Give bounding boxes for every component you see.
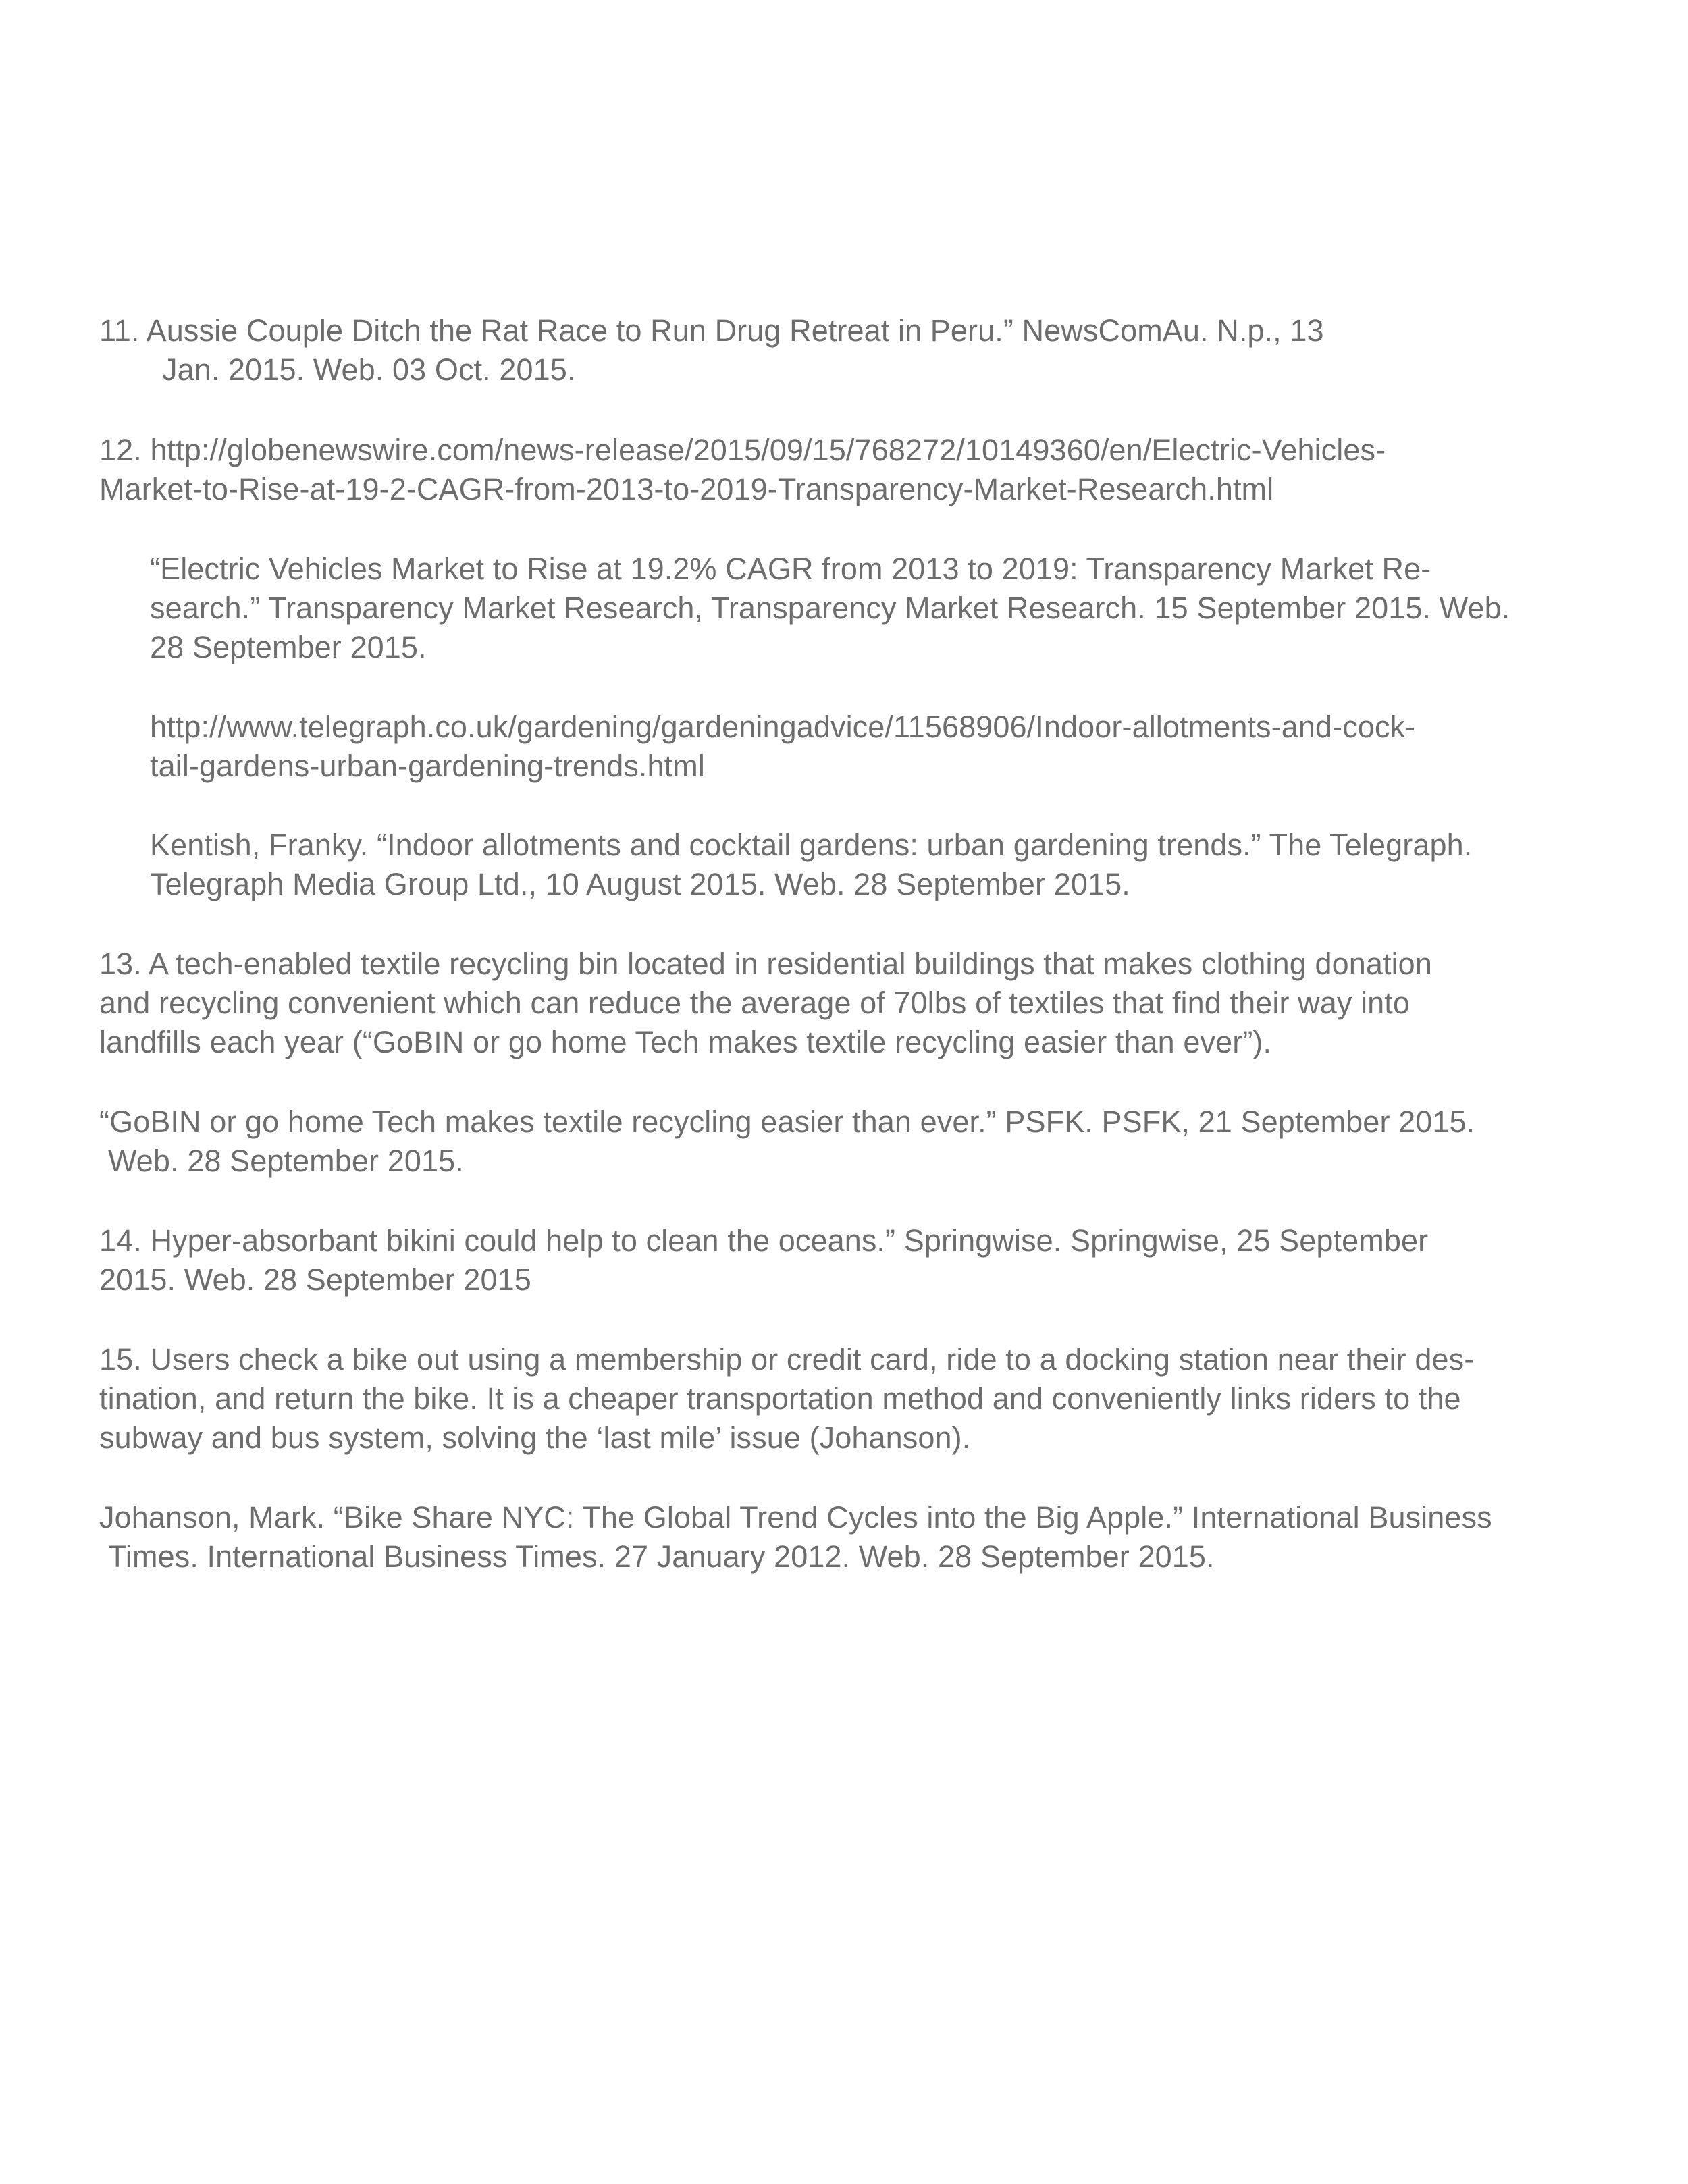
reference-line: Times. International Business Times. 27 January 2012. Web. 28 September 2015. xyxy=(108,1539,1215,1574)
reference-line: 12. http://globenewswire.com/news-release/2015/09/15/768272/10149360/en/Electric-Vehicles- xyxy=(99,433,1386,467)
reference-line: Johanson, Mark. “Bike Share NYC: The Global Trend Cycles into the Big Apple.” International Business xyxy=(99,1500,1492,1535)
reference-line: Jan. 2015. Web. 03 Oct. 2015. xyxy=(162,352,576,387)
reference-line: 28 September 2015. xyxy=(150,630,427,664)
reference-line: Telegraph Media Group Ltd., 10 August 2015. Web. 28 September 2015. xyxy=(150,867,1130,901)
reference-line: “GoBIN or go home Tech makes textile recycling easier than ever.” PSFK. PSFK, 21 September 2015. xyxy=(99,1104,1475,1139)
reference-line: 15. Users check a bike out using a membership or credit card, ride to a docking station near their des- xyxy=(99,1342,1475,1377)
reference-line: Kentish, Franky. “Indoor allotments and cocktail gardens: urban gardening trends.” The Telegraph. xyxy=(150,828,1473,862)
reference-line: Market-to-Rise-at-19-2-CAGR-from-2013-to-2019-Transparency-Market-Research.html xyxy=(99,472,1274,506)
reference-line: subway and bus system, solving the ‘last mile’ issue (Johanson). xyxy=(99,1420,971,1455)
reference-line: 2015. Web. 28 September 2015 xyxy=(99,1262,531,1297)
reference-line: 13. A tech-enabled textile recycling bin located in residential buildings that makes clothing donation xyxy=(99,947,1432,981)
reference-line: “Electric Vehicles Market to Rise at 19.2% CAGR from 2013 to 2019: Transparency Market Re- xyxy=(150,552,1431,586)
reference-line: Web. 28 September 2015. xyxy=(108,1144,464,1178)
reference-line: 11. Aussie Couple Ditch the Rat Race to Run Drug Retreat in Peru.” NewsComAu. N.p., 13 xyxy=(99,313,1324,348)
reference-line: 14. Hyper-absorbant bikini could help to clean the oceans.” Springwise. Springwise, 25 September xyxy=(99,1223,1429,1258)
reference-line: and recycling convenient which can reduce the average of 70lbs of textiles that find their way into xyxy=(99,986,1410,1020)
reference-line: search.” Transparency Market Research, Transparency Market Research. 15 September 2015. Web. xyxy=(150,591,1510,625)
reference-line: tail-gardens-urban-gardening-trends.html xyxy=(150,749,705,783)
reference-line: tination, and return the bike. It is a cheaper transportation method and conveniently links riders to the xyxy=(99,1381,1461,1416)
reference-line: http://www.telegraph.co.uk/gardening/gardeningadvice/11568906/Indoor-allotments-and-cock- xyxy=(150,710,1416,744)
reference-line: landfills each year (“GoBIN or go home Tech makes textile recycling easier than ever”). xyxy=(99,1025,1272,1059)
